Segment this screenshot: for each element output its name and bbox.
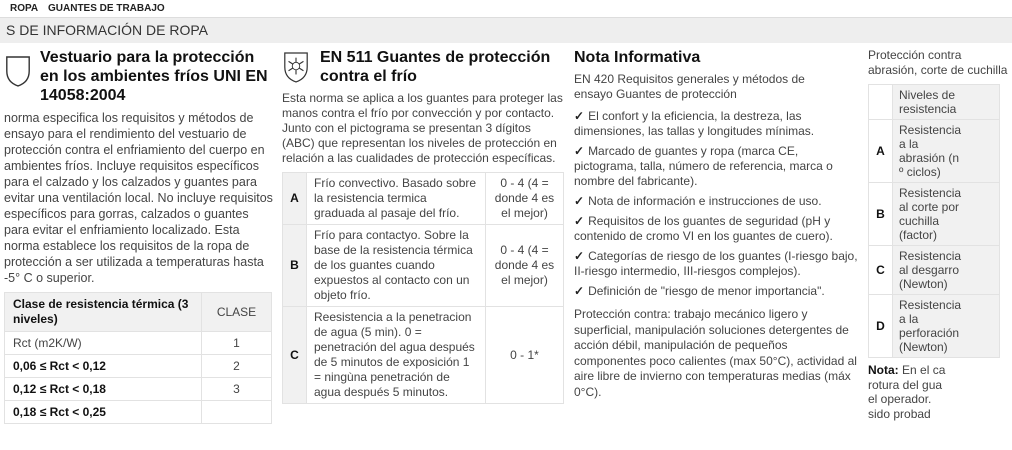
table-row — [283, 173, 564, 225]
table-row — [283, 307, 564, 404]
nav-item-ropa[interactable]: ROPA — [10, 3, 39, 14]
list-item — [574, 144, 860, 189]
row-desc: Resistencia a la abrasión (n º ciclos) — [893, 120, 1000, 183]
header-niveles: Niveles de resistencia — [893, 85, 1000, 120]
table-row — [869, 246, 1000, 295]
list-item-text: El confort y la eficiencia, la destreza, las dimensiones, las tallas y longitudes mínimas. — [574, 109, 815, 138]
check-icon: ✓ — [574, 214, 585, 228]
list-item — [574, 214, 860, 244]
row-letter: C — [283, 307, 307, 404]
list-item — [574, 194, 860, 209]
cell-class: 2 — [202, 355, 272, 378]
table-row — [5, 378, 272, 401]
cell-class — [202, 401, 272, 424]
row-letter: A — [283, 173, 307, 225]
row-desc: Frío convectivo. Basado sobre la resistencia termica graduada al pasaje del frío. — [307, 173, 486, 225]
row-desc: Resistencia al desgarro (Newton) — [893, 246, 1000, 295]
cell-range: 0,18 ≤ Rct < 0,25 — [5, 401, 202, 424]
row-letter: B — [869, 183, 893, 246]
row-value: 0 - 4 (4 = donde 4 es el mejor) — [486, 225, 564, 307]
resistance-table — [868, 84, 1000, 358]
requirements-list — [574, 109, 860, 299]
nav-item-guantes[interactable]: GUANTES DE TRABAJO — [48, 3, 165, 14]
table-header-class: Clase de resistencia térmica (3 niveles) — [5, 293, 202, 332]
check-icon: ✓ — [574, 144, 585, 158]
list-item-text: Requisitos de los guantes de seguridad (pH y contenido de cromo VI en los guantes de cuero). — [574, 214, 833, 243]
row-value: 0 - 4 (4 = donde 4 es el mejor) — [486, 173, 564, 225]
col1-body: norma especifica los requisitos y métodos de ensayo para el rendimiento del vestuario de protección contra el enfriamiento del cuerpo en ambientes fríos. Incluye requisitos específicos para el calzado y los calzados y guantes para evitar una ventilación local. No incluye requisitos específicos para gorras, calzados o guantes para evitar el enfriamiento localizado. Esta norma establece los requisitos de la ropa de protección a ser utilizada a temperaturas hasta -5° C o superior. — [4, 111, 273, 285]
cell-class: 3 — [202, 378, 272, 401]
note-line: el operador. — [868, 392, 932, 406]
table-row — [869, 120, 1000, 183]
protection-text: Protección contra: trabajo mecánico ligero y superficial, manipulación soluciones detergentes de acción débil, manipulación de pequeños componentes poco calientes (max 50°C), actividad al aire libre de invierno con temperaturas medias (máx 0°C). — [574, 307, 857, 399]
row-desc: Resistencia al corte por cuchilla (factor) — [893, 183, 1000, 246]
col3-title: Nota Informativa — [574, 49, 701, 66]
col2-body: Esta norma se aplica a los guantes para proteger las manos contra el frío por convección y por contacto. Junto con el pictograma se presentan 3 dígitos (ABC) que representan los niveles de protección en relación a las cualidades de protección específicas. — [282, 91, 563, 165]
note-label: Nota: — [868, 363, 899, 377]
note-line: sido probad — [868, 406, 931, 421]
table-row — [869, 183, 1000, 246]
check-icon: ✓ — [574, 109, 585, 123]
list-item — [574, 249, 860, 279]
col1-title: Vestuario para la protección en los ambientes fríos UNI EN 14058:2004 — [40, 49, 268, 104]
cell-range: 0,06 ≤ Rct < 0,12 — [5, 355, 202, 378]
row-letter: B — [283, 225, 307, 307]
row-desc: Frío para contactyo. Sobre la base de la resistencia térmica de los guantes cuando expuestos al contacto con un objeto frío. — [307, 225, 486, 307]
shield-icon — [4, 54, 32, 88]
thermal-resistance-table — [4, 292, 272, 424]
table-header-clase: CLASE — [202, 293, 272, 332]
table-row — [5, 401, 272, 424]
col4-note — [868, 363, 1008, 421]
list-item-text: Categorías de riesgo de los guantes (I-riesgo bajo, II-riesgo intermedio, III-riesgos complejos). — [574, 249, 858, 278]
column-en511 — [282, 48, 564, 404]
row-letter: A — [869, 120, 893, 183]
check-icon: ✓ — [574, 284, 585, 298]
column-mechanical — [868, 48, 1008, 421]
list-item-text: Definición de "riesgo de menor importancia". — [588, 284, 825, 298]
list-item-text: Nota de información e instrucciones de uso. — [588, 194, 822, 208]
intro-line: abrasión, corte de cuchilla — [868, 63, 1008, 77]
check-icon: ✓ — [574, 249, 585, 263]
intro-line: Protección contra — [868, 48, 962, 62]
snowflake-shield-icon — [282, 50, 310, 84]
row-value: 0 - 1* — [486, 307, 564, 404]
row-desc: Resistencia a la perforación (Newton) — [893, 295, 1000, 358]
row-letter: D — [869, 295, 893, 358]
table-row — [283, 225, 564, 307]
col3-intro: EN 420 Requisitos generales y métodos de ensayo Guantes de protección — [574, 72, 805, 101]
list-item-text: Marcado de guantes y ropa (marca CE, pictograma, talla, número de referencia, marca o nombre del fabricante). — [574, 144, 833, 188]
cell-range: 0,12 ≤ Rct < 0,18 — [5, 378, 202, 401]
table-row — [5, 355, 272, 378]
list-item — [574, 109, 860, 139]
table-row — [5, 332, 272, 355]
note-line: rotura del gua — [868, 377, 943, 392]
col4-intro — [868, 48, 1008, 78]
column-cold-clothing — [4, 48, 274, 424]
col2-title: EN 511 Guantes de protección contra el frío — [320, 49, 551, 85]
column-nota-informativa — [574, 48, 860, 400]
check-icon: ✓ — [574, 194, 585, 208]
cell-class: 1 — [202, 332, 272, 355]
note-line: En el ca — [902, 363, 946, 377]
list-item — [574, 284, 860, 299]
cell-range: Rct (m2K/W) — [5, 332, 202, 355]
top-nav — [0, 0, 1012, 18]
section-title: S DE INFORMACIÓN DE ROPA — [6, 22, 208, 38]
row-desc: Reesistencia a la penetracion de agua (5 min). 0 = penetración del agua después de 5 minutos de exposición 1 = ningùna penetración de agua después 5 minutos. — [307, 307, 486, 404]
table-row — [869, 295, 1000, 358]
row-letter: C — [869, 246, 893, 295]
en511-table — [282, 172, 564, 404]
